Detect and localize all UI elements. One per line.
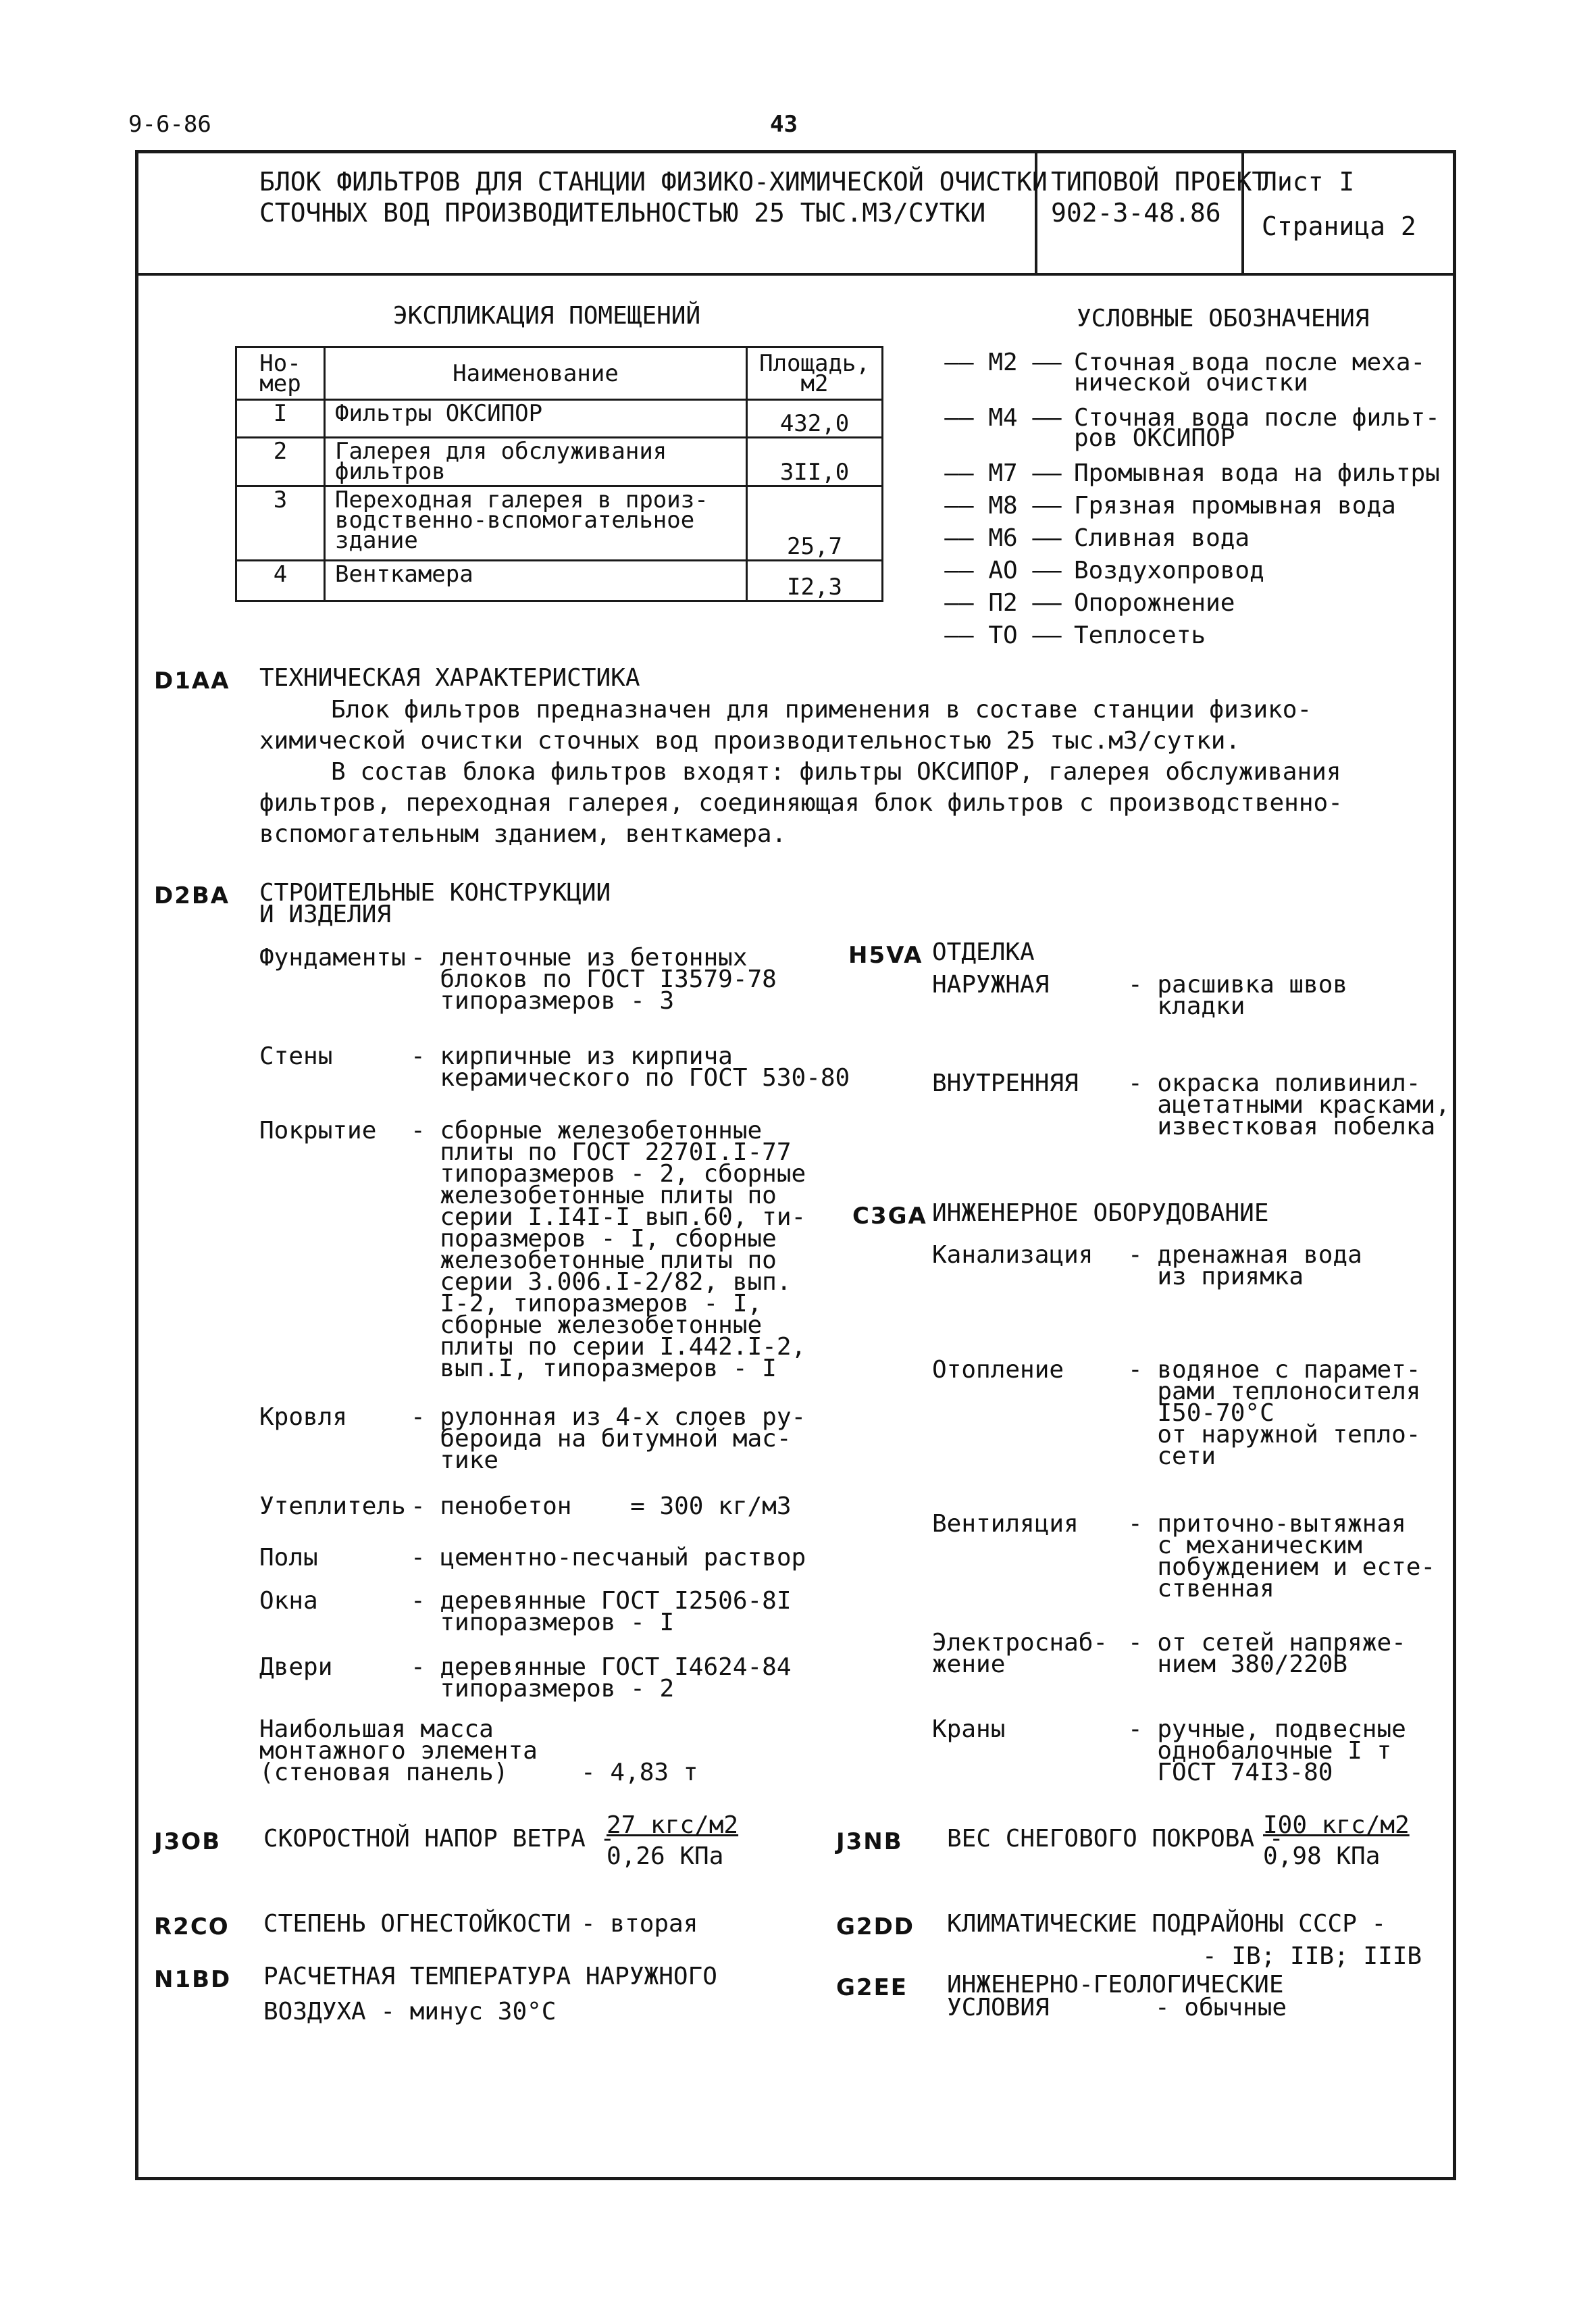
tech-paragraph-1: Блок фильтров предназначен для применения в составе станции физико-химической очистки сточных вод производительностью 25 тыс.м3/сутки. (259, 696, 1312, 755)
legend-item (932, 524, 1250, 552)
project-label: ТИПОВОЙ ПРОЕКТ (1051, 167, 1268, 197)
table-row (236, 400, 883, 438)
row-area: 3II,0 (747, 438, 883, 486)
engineering-title: ИНЖЕНЕРНОЕ ОБОРУДОВАНИЕ (932, 1199, 1269, 1227)
tech-title: ТЕХНИЧЕСКАЯ ХАРАКТЕРИСТИКА (259, 664, 640, 692)
col-name-header: Наименование (325, 347, 747, 400)
section-code: J3NB (836, 1828, 903, 1855)
page-number: 43 (770, 111, 798, 138)
engineering-value: - ручные, подвесные однобалочные I т ГОСТ 74I3-80 (1128, 1715, 1406, 1786)
row-area: 25,7 (747, 486, 883, 561)
legend-item (932, 622, 1206, 649)
geo-line-1: ИНЖЕНЕРНО-ГЕОЛОГИЧЕСКИЕ (947, 1971, 1284, 1998)
section-code: G2EE (836, 1974, 908, 2001)
doc-code: 9-6-86 (128, 111, 211, 138)
engineering-label: Электроснаб- жение (932, 1629, 1108, 1678)
row-name: Фильтры ОКСИПОР (325, 400, 747, 438)
legend-symbol: —— П2 —— (944, 589, 1062, 617)
snow-value-2: 0,98 КПа (1263, 1842, 1381, 1870)
section-code: D2BA (154, 882, 230, 909)
construct-value: - деревянные ГОСТ I4624-84 типоразмеров - 2 (411, 1653, 792, 1703)
section-code: D1AA (154, 668, 230, 695)
construct-label: Покрытие (259, 1117, 377, 1145)
legend-text: Теплосеть (1074, 622, 1206, 649)
finish-title: ОТДЕЛКА (932, 938, 1035, 966)
legend-symbol: —— М7 —— (944, 459, 1062, 487)
construct-value: - деревянные ГОСТ I2506-8I типоразмеров - I (411, 1587, 792, 1636)
legend-text: Сточная вода после фильт- ров ОКСИПОР (1074, 404, 1440, 452)
col-area-header: Площадь, м2 (747, 347, 883, 400)
legend-text: Воздухопровод (1074, 557, 1264, 584)
explication-title: ЭКСПЛИКАЦИЯ ПОМЕЩЕНИЙ (393, 302, 701, 330)
construct-value: - рулонная из 4-х слоев ру- бероида на битумной мас- тике (411, 1403, 806, 1474)
legend-item (932, 589, 1235, 617)
construct-value: - цементно-песчаный раствор (411, 1544, 806, 1571)
legend-symbol: —— М2 —— (944, 349, 1062, 376)
engineering-value: - дренажная вода из приямка (1128, 1241, 1362, 1290)
title-line-2: СТОЧНЫХ ВОД ПРОИЗВОДИТЕЛЬНОСТЬЮ 25 ТЫС.М3/СУТКИ (259, 198, 986, 228)
construct-value: - сборные железобетонные плиты по ГОСТ 2270I.I-77 типоразмеров - 2, сборные железобетонные плиты по серии I.I4I-I вып.60, ти- поразмеров - I, сборные железобетонные плиты по серии 3.006.I-2/82, вып. I-2, типоразмеров - I, сборные железобетонные плиты по серии I.442.I-2, вып.I, типоразмеров - I (411, 1117, 806, 1382)
legend-symbol: —— ТО —— (944, 622, 1062, 649)
tech-paragraph-2: В состав блока фильтров входят: фильтры ОКСИПОР, галерея обслуживания фильтров, переходная галерея, соединяющая блок фильтров с производственно-вспомогательным зданием, венткамера. (259, 758, 1343, 848)
table-row (236, 486, 883, 561)
finish-outer-label: НАРУЖНАЯ (932, 971, 1050, 999)
mass-label: Наибольшая масса монтажного элемента (стеновая панель) (259, 1715, 538, 1786)
wind-value-2: 0,26 КПа (607, 1842, 724, 1870)
wind-label: СКОРОСТНОЙ НАПОР ВЕТРА - (263, 1825, 615, 1853)
legend-text: Сточная вода после меха- нической очистки (1074, 349, 1426, 397)
construct-title: СТРОИТЕЛЬНЫЕ КОНСТРУКЦИИ И ИЗДЕЛИЯ (259, 879, 611, 928)
legend-item (932, 459, 1440, 487)
geo-value: - обычные (1155, 1994, 1287, 2021)
temp-line-2: ВОЗДУХА - минус 30°С (263, 1998, 557, 2026)
table-row (236, 561, 883, 601)
row-area: 432,0 (747, 400, 883, 438)
legend-symbol: —— М8 —— (944, 492, 1062, 520)
temp-line-1: РАСЧЕТНАЯ ТЕМПЕРАТУРА НАРУЖНОГО (263, 1963, 717, 1990)
legend-symbol: —— М6 —— (944, 524, 1062, 552)
title-line-1: БЛОК ФИЛЬТРОВ ДЛЯ СТАНЦИИ ФИЗИКО-ХИМИЧЕСКОЙ ОЧИСТКИ (259, 167, 1048, 197)
row-name: Венткамера (325, 561, 747, 601)
legend-item (932, 557, 1264, 584)
legend-title: УСЛОВНЫЕ ОБОЗНАЧЕНИЯ (1077, 305, 1370, 332)
section-code: J3OB (154, 1828, 222, 1855)
engineering-label: Отопление (932, 1356, 1064, 1384)
section-code: G2DD (836, 1913, 915, 1940)
section-code: H5VA (848, 942, 923, 969)
legend-item (932, 404, 1440, 452)
legend-symbol: —— АО —— (944, 557, 1062, 584)
section-code: C3GA (852, 1203, 927, 1230)
construct-label: Фундаменты (259, 944, 406, 972)
legend-text: Опорожнение (1074, 589, 1235, 617)
construct-label: Кровля (259, 1403, 348, 1431)
climate-value: - IB; IIB; IIIB (1202, 1942, 1422, 1970)
fire-value: - вторая (581, 1910, 698, 1938)
legend-text: Грязная промывная вода (1074, 492, 1396, 520)
explication-table (235, 346, 883, 602)
engineering-value: - водяное с парамет- рами теплоносителя I50-70°С от наружной тепло- сети (1128, 1356, 1421, 1470)
construct-label: Окна (259, 1587, 318, 1615)
construct-value: - кирпичные из кирпича керамического по ГОСТ 530-80 (411, 1042, 850, 1092)
page-label: Страница 2 (1262, 211, 1416, 241)
construct-label: Двери (259, 1653, 333, 1681)
row-number: 4 (236, 561, 325, 601)
construct-label: Полы (259, 1544, 318, 1571)
fire-label: СТЕПЕНЬ ОГНЕСТОЙКОСТИ (263, 1910, 571, 1938)
snow-label: ВЕС СНЕГОВОГО ПОКРОВА - (947, 1825, 1284, 1853)
engineering-value: - приточно-вытяжная с механическим побуждением и есте- ственная (1128, 1510, 1436, 1603)
geo-line-2: УСЛОВИЯ (947, 1994, 1050, 2021)
legend-item (932, 492, 1396, 520)
construct-label: Стены (259, 1042, 333, 1070)
sheet-label: Лист I (1262, 167, 1355, 197)
row-number: 3 (236, 486, 325, 561)
engineering-value: - от сетей напряже- нием 380/220В (1128, 1629, 1406, 1678)
construct-label: Утеплитель (259, 1492, 406, 1520)
table-row (236, 438, 883, 486)
wind-value-1: 27 кгс/м2 (607, 1811, 739, 1839)
engineering-label: Краны (932, 1715, 1006, 1743)
row-name: Переходная галерея в произ- водственно-вспомогательное здание (325, 486, 747, 561)
construct-value: - пенобетон = 300 кг/м3 (411, 1492, 792, 1520)
legend-text: Сливная вода (1074, 524, 1250, 552)
engineering-label: Канализация (932, 1241, 1093, 1269)
section-code: R2CO (154, 1913, 230, 1940)
section-code: N1BD (154, 1966, 232, 1993)
legend-symbol: —— М4 —— (944, 404, 1062, 432)
snow-value-1: I00 кгс/м2 (1263, 1811, 1410, 1839)
finish-outer-value: - расшивка швов кладки (1128, 971, 1348, 1020)
row-name: Галерея для обслуживания фильтров (325, 438, 747, 486)
construct-value: - ленточные из бетонных блоков по ГОСТ I3579-78 типоразмеров - 3 (411, 944, 777, 1015)
finish-inner-label: ВНУТРЕННЯЯ (932, 1070, 1079, 1097)
col-number-header: Но- мер (236, 347, 325, 400)
row-area: I2,3 (747, 561, 883, 601)
legend-text: Промывная вода на фильтры (1074, 459, 1440, 487)
row-number: I (236, 400, 325, 438)
climate-label: КЛИМАТИЧЕСКИЕ ПОДРАЙОНЫ СССР - (947, 1910, 1387, 1938)
engineering-label: Вентиляция (932, 1510, 1079, 1538)
header-divider (135, 273, 1456, 276)
row-number: 2 (236, 438, 325, 486)
finish-inner-value: - окраска поливинил- ацетатными красками, известковая побелка (1128, 1070, 1450, 1140)
mass-value: - 4,83 т (581, 1759, 698, 1786)
legend-item (932, 349, 1426, 397)
project-number: 902-3-48.86 (1051, 198, 1221, 228)
